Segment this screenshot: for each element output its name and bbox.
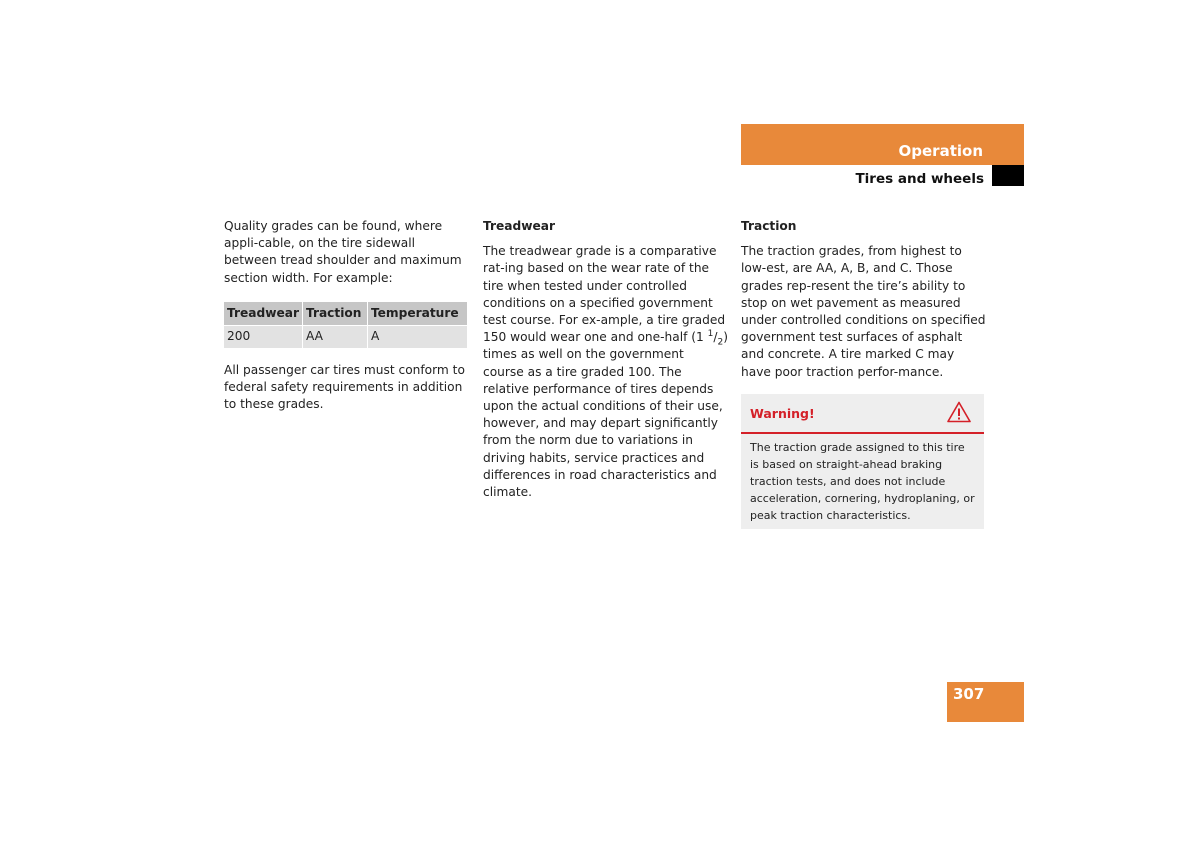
section-marker-block xyxy=(992,165,1024,186)
warning-label: Warning! xyxy=(750,405,815,421)
subsection-title: Tires and wheels xyxy=(855,171,984,187)
column-middle xyxy=(483,218,728,501)
quality-grades-table xyxy=(224,302,467,348)
warning-header xyxy=(741,394,984,434)
intro-paragraph: Quality grades can be found, where appli-cable, on the tire sidewall between tread shoulder and maximum section width. For example: xyxy=(224,219,462,285)
treadwear-text-part2: ) times as well on the government course as a tire graded 100. The relative performance of tires depends upon the actual conditions of their use, however, and may depart significantly from the norm due to variations in driving habits, service practices and differences in road characteristics and climate. xyxy=(483,330,729,500)
conform-paragraph: All passenger car tires must conform to federal safety requirements in addition to these grades. xyxy=(224,362,465,412)
treadwear-paragraph xyxy=(483,243,728,501)
treadwear-heading: Treadwear xyxy=(483,219,555,233)
section-title: Operation xyxy=(898,142,983,160)
table-cell: AA xyxy=(302,325,367,348)
table-header-cell: Treadwear xyxy=(224,302,302,326)
table-header-row xyxy=(224,302,467,326)
table-header-cell: Temperature xyxy=(367,302,467,326)
warning-text: The traction grade assigned to this tire is based on straight-ahead braking traction tests, and does not include acceleration, cornering, hydroplaning, or peak traction characteristics. xyxy=(750,440,975,522)
page-number: 307 xyxy=(953,685,985,703)
warning-box xyxy=(741,394,984,529)
column-right xyxy=(741,218,986,529)
table-cell: 200 xyxy=(224,325,302,348)
fraction-separator: / xyxy=(713,330,718,345)
treadwear-text-part1: The treadwear grade is a comparative rat-ing based on the wear rate of the tire when tested under controlled conditions on a specified government test course. For ex-ample, a tire graded 150 would wear one and one-half (1 xyxy=(483,244,726,345)
column-left xyxy=(224,218,469,413)
page-number-box xyxy=(947,682,1024,722)
table-row xyxy=(224,325,467,348)
fraction-numerator: 1 xyxy=(707,329,714,340)
table-header-cell: Traction xyxy=(302,302,367,326)
traction-heading: Traction xyxy=(741,219,797,233)
fraction-denominator: 2 xyxy=(717,337,724,348)
traction-paragraph: The traction grades, from highest to low-est, are AA, A, B, and C. Those grades rep-resent the tire’s ability to stop on wet pavement as measured under controlled conditions on specified government test surfaces of asphalt and concrete. A tire marked C may have poor traction perfor-mance. xyxy=(741,244,986,379)
table-cell: A xyxy=(367,325,467,348)
warning-triangle-icon xyxy=(947,401,971,423)
